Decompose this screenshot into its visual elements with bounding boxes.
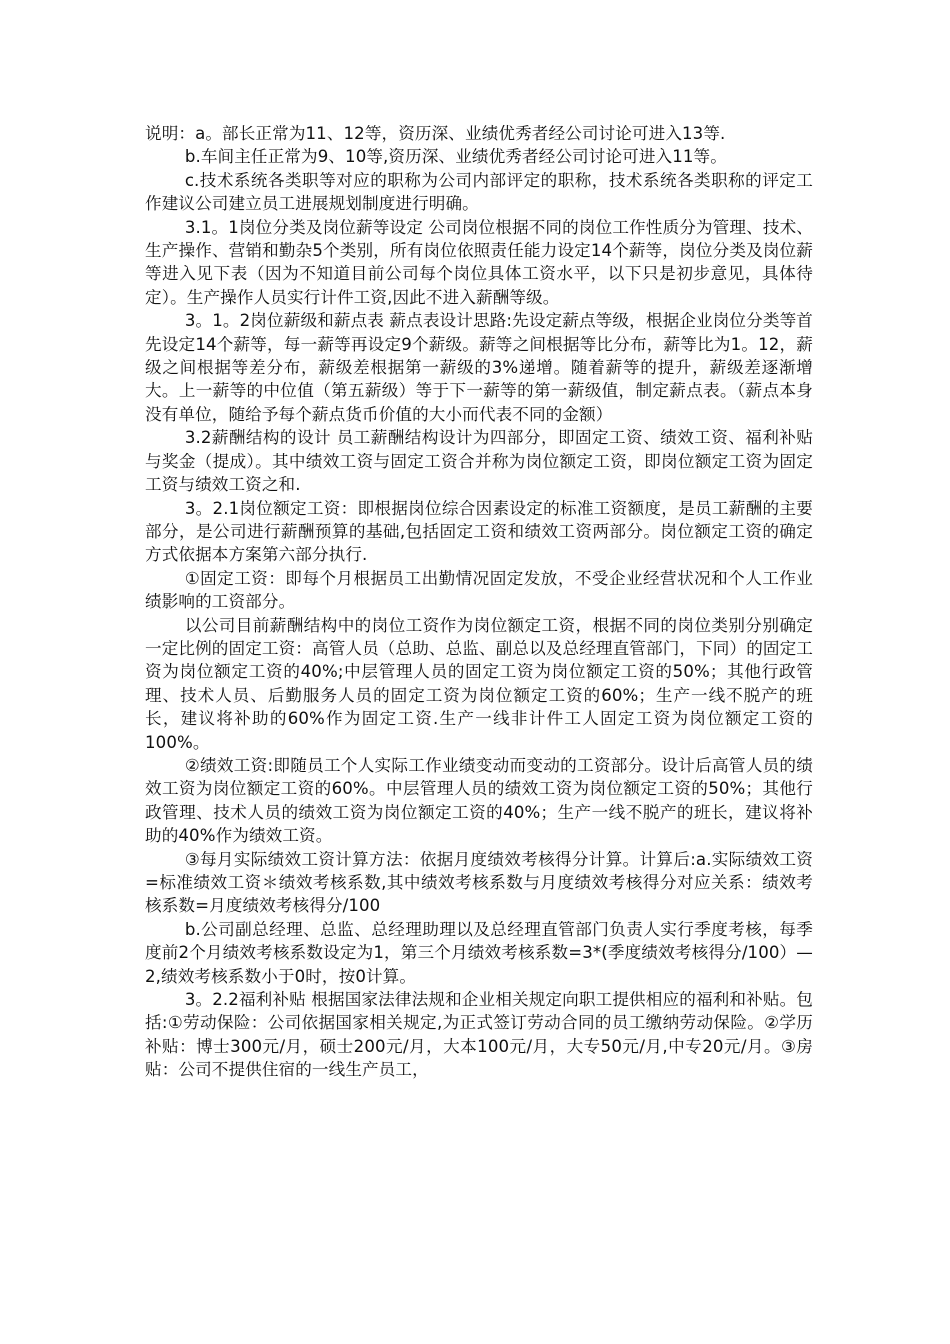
paragraph-fixed-salary-ratio: 以公司目前薪酬结构中的岗位工资作为岗位额定工资，根据不同的岗位类别分别确定一定比例的固定工资：高管人员（总助、总监、副总以及总经理直管部门，下同）的固定工资为岗位额定工资的40%;中层管理人员的固定工资为岗位额定工资的50%；其他行政管理、技术人员、后勤服务人员的固定工资为岗位额定工资的60%；生产一线不脱产的班长，建议将补助的60%作为固定工资.生产一线非计件工人固定工资为岗位额定工资的100%。: [145, 615, 813, 752]
paragraph-note-b: b.车间主任正常为9、10等,资历深、业绩优秀者经公司讨论可进入11等。: [184, 147, 727, 167]
document-page: [145, 122, 813, 1082]
paragraph-fixed-salary: ①固定工资：即每个月根据员工出勤情况固定发放，不受企业经营状况和个人工作业绩影响的工资部分。: [145, 568, 813, 612]
paragraph-3-1-2: 3。1。2岗位薪级和薪点表 薪点表设计思路:先设定薪点等级，根据企业岗位分类等首先设定14个薪等，每一薪等再设定9个薪级。薪等之间根据等比分布，薪等比为1。12，薪级之间根据等差分布，薪级差根据第一薪级的3%递增。随着薪等的提升，薪级差逐渐增大。上一薪等的中位值（第五薪级）等于下一薪等的第一薪级值，制定薪点表。（薪点本身没有单位，随给予每个薪点货币价值的大小而代表不同的金额）: [145, 311, 813, 424]
paragraph-3-2: 3.2薪酬结构的设计 员工薪酬结构设计为四部分，即固定工资、绩效工资、福利补贴与奖金（提成）。其中绩效工资与固定工资合并称为岗位额定工资，即岗位额定工资为固定工资与绩效工资之和.: [145, 428, 813, 495]
paragraph-performance-calc-b: b.公司副总经理、总监、总经理助理以及总经理直管部门负责人实行季度考核，每季度前2个月绩效考核系数设定为1，第三个月绩效考核系数=3*(季度绩效考核得分/100）—2,绩效考核系数小于0时，按0计算。: [145, 919, 813, 986]
paragraph-performance-calc-a: ③每月实际绩效工资计算方法：依据月度绩效考核得分计算。计算后:a.实际绩效工资=标准绩效工资＊绩效考核系数,其中绩效考核系数与月度绩效考核得分对应关系：绩效考核系数=月度绩效考核得分/100: [145, 849, 813, 916]
paragraph-performance-salary: ②绩效工资:即随员工个人实际工作业绩变动而变动的工资部分。设计后高管人员的绩效工资为岗位额定工资的60%。中层管理人员的绩效工资为岗位额定工资的50%；其他行政管理、技术人员的绩效工资为岗位额定工资的40%；生产一线不脱产的班长，建议将补助的40%作为绩效工资。: [145, 755, 813, 846]
paragraph-3-2-1: 3。2.1岗位额定工资：即根据岗位综合因素设定的标准工资额度，是员工薪酬的主要部分，是公司进行薪酬预算的基础,包括固定工资和绩效工资两部分。岗位额定工资的确定方式依据本方案第六部分执行.: [145, 498, 813, 565]
paragraph-3-2-2: 3。2.2福利补贴 根据国家法律法规和企业相关规定向职工提供相应的福利和补贴。包括:①劳动保险：公司依据国家相关规定,为正式签订劳动合同的员工缴纳劳动保险。②学历补贴：博士300元/月，硕士200元/月，大本100元/月，大专50元/月,中专20元/月。③房贴：公司不提供住宿的一线生产员工，: [145, 990, 813, 1080]
paragraph-note-a: 说明：a。部长正常为11、12等，资历深、业绩优秀者经公司讨论可进入13等.: [145, 124, 726, 143]
paragraph-3-1-1: 3.1。1岗位分类及岗位薪等设定 公司岗位根据不同的岗位工作性质分为管理、技术、生产操作、营销和勤杂5个类别，所有岗位依照责任能力设定14个薪等，岗位分类及岗位薪等进入见下表（因为不知道目前公司每个岗位具体工资水平，以下只是初步意见，具体待定）。生产操作人员实行计件工资,因此不进入薪酬等级。: [145, 217, 813, 307]
paragraph-note-c: c.技术系统各类职等对应的职称为公司内部评定的职称，技术系统各类职称的评定工作建议公司建立员工进展规划制度进行明确。: [145, 170, 813, 214]
